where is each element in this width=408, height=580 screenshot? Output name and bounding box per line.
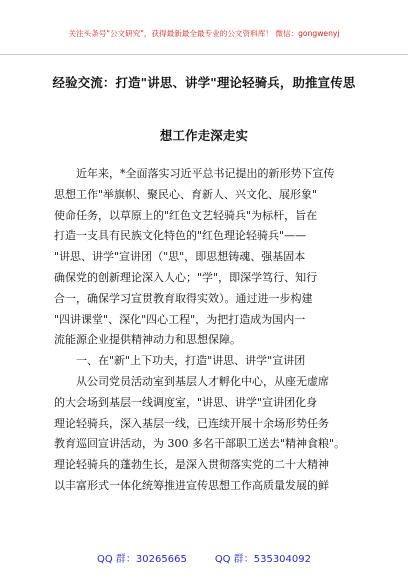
text-line: 理论轻骑兵的蓬勃生长，是深入贯彻落实党的二十大精神 [54,458,329,472]
document-title-line-2: 想工作走深走实 [159,128,249,143]
paragraph [54,164,354,351]
text-line: 合一，确保学习宣贯教育取得实效）。通过进一步构建 [54,291,313,305]
text-line: 使命任务，以草原上的"红色文艺轻骑兵"为标杆，旨在 [54,208,318,222]
qq-group-2: QQ 群：535304092 [214,554,311,565]
text-line: "四讲课堂"、深化"四心工程"，为把打造成为国内一 [54,312,306,326]
text-line: 的大会场到基层一线调度室，"讲思、讲学"宣讲团化身 [54,395,318,409]
page-header [0,0,408,55]
text-line: 从公司党员活动室到基层人才孵化中心，从座无虚席 [76,374,329,388]
text-line: 一、在"新"上下功夫，打造"讲思、讲学"宣讲团 [76,354,306,368]
text-line: 打造一支具有民族文化特色的"红色理论轻骑兵"—— [54,229,307,243]
text-line: "讲思、讲学"宣讲团（"思"，即思想铸魂、强基固本 [54,250,306,264]
text-line: 确保党的创新理论深入人心；"学"，即深学笃行、知行 [54,270,318,284]
text-line: 理论轻骑兵，深入基层一线，已连续开展十余场形势任务 [54,416,329,430]
document-title-line-1: 经验交流：打造"讲思、讲学"理论轻骑兵，助推宣传思 [52,75,356,90]
text-line: 以丰富形式一体化统筹推进宣传思想工作高质量发展的鲜 [54,478,329,492]
qq-group-1: QQ 群：30265665 [96,554,187,565]
text-line: 近年来，*全面落实习近平总书记提出的新形势下宣传 [76,167,335,180]
section-heading [54,351,354,372]
text-line: 教育巡回宣讲活动，为 300 多名干部职工送去"精神食粮"。 [54,437,346,451]
page-footer [0,550,408,565]
text-line: 思想工作"举旗帜、聚民心、育新人、兴文化、展形象" [54,187,318,201]
document-body [54,164,354,497]
header-notice: 关注头条号"公文研究"，获得最新最全最专业的公文资料库！ 微信：gongwenyj [68,29,340,38]
paragraph [54,372,354,497]
text-line: 流能源企业提供精神动力和思想保障。 [54,333,241,347]
